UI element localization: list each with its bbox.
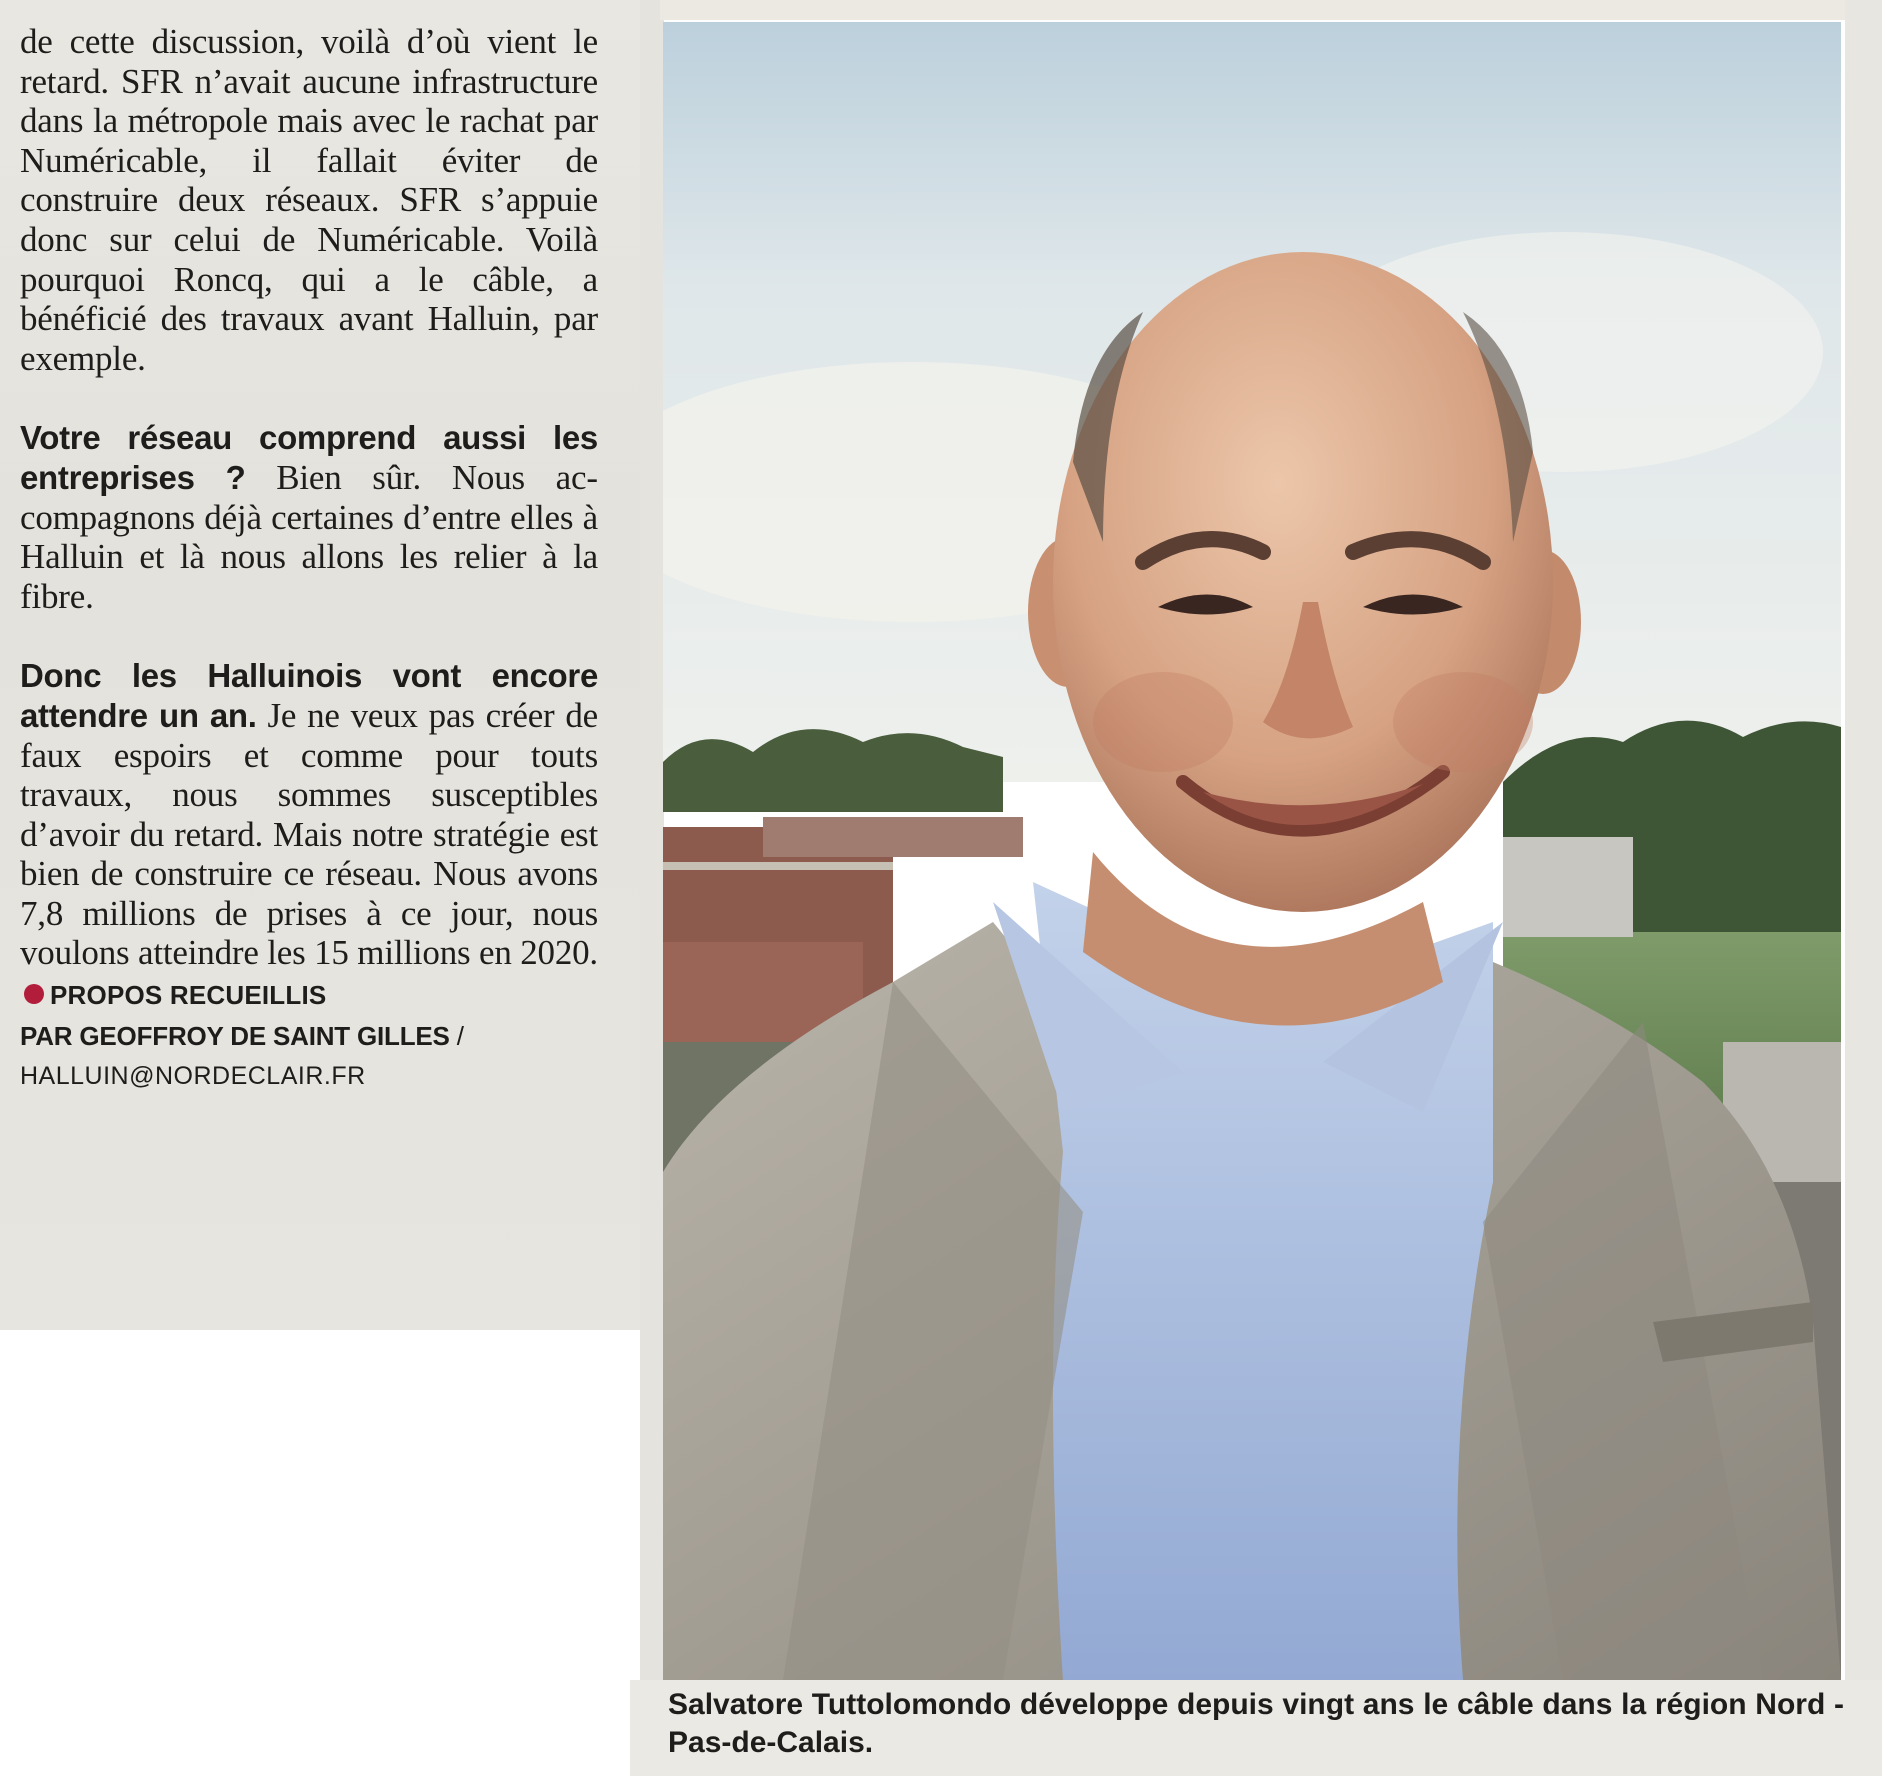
byline-line-1: PROPOS RECUEILLIS: [50, 980, 327, 1011]
building: [763, 817, 1023, 857]
byline-author: PAR GEOFFROY DE SAINT GILLES: [20, 1020, 450, 1051]
interview-question-2: Votre réseau comprend aussi les entreprises ?: [20, 419, 598, 496]
byline-separator: /: [449, 1020, 464, 1051]
cheek-right: [1393, 672, 1533, 772]
interview-question-3: Donc les Halluinois vont encore attendre un an.: [20, 657, 598, 734]
interview-answer-2: Bien sûr. Nous accompagnons déjà certaines d’entre elles à Halluin et là nous allons les relier à la fibre.: [20, 457, 598, 616]
newsprint-right-margin: [1845, 0, 1882, 1776]
photo-caption: Salvatore Tuttolomondo développe depuis vingt ans le câble dans la région Nord - Pas-de-Calais.: [668, 1688, 1844, 1759]
byline-bullet-icon: [24, 984, 44, 1004]
column-gutter: [640, 0, 664, 1776]
byline-email: HALLUIN@NORDECLAIR.FR: [20, 1061, 366, 1090]
building-roof-line: [663, 862, 893, 870]
cheek-left: [1093, 672, 1233, 772]
article-paragraph-2: [20, 418, 598, 616]
article-paragraph-1: de cette discussion, voilà d’où vient le retard. SFR n’avait aucune infrastructure dans la métropole mais avec le rachat par Numéricable, il fallait éviter de construire deux réseaux. SFR s’appuie donc sur celui de Numéricable. Voilà pourquoi Roncq, qui a le câble, a bénéficié des travaux avant Halluin, par exemple.: [20, 22, 598, 378]
article-paragraph-3: [20, 656, 598, 1095]
article-column: [20, 22, 598, 1096]
building-white: [1503, 837, 1633, 937]
newsprint-top-margin: [660, 0, 1882, 20]
byline-line-2: [20, 1016, 598, 1056]
portrait-photo: [663, 22, 1841, 1680]
portrait-illustration: [663, 22, 1841, 1680]
interview-answer-3: Je ne veux pas créer de faux espoirs et comme pour touts travaux, nous sommes susceptibles d’avoir du retard. Mais notre stratégie est bien de construire ce réseau. Nous avons 7,8 millions de prises à ce jour, nous voulons atteindre les 15 millions en 2020.: [20, 695, 598, 973]
